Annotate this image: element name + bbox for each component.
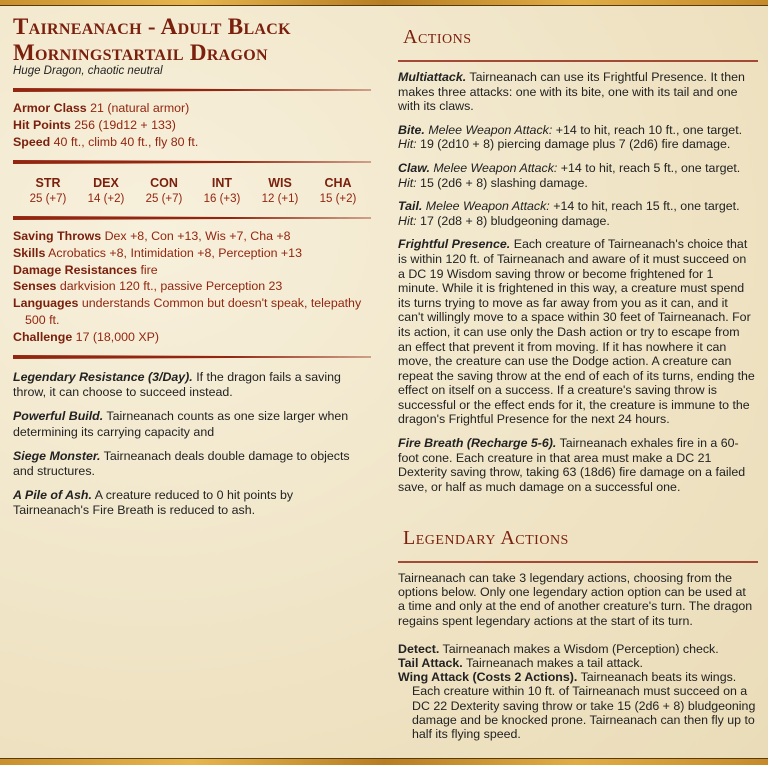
action: Claw. Melee Weapon Attack: +14 to hit, reach 5 ft., one target. Hit: 15 (2d6 + 8) slashing damage.: [398, 160, 741, 190]
basic-stats: [13, 100, 373, 150]
ability-con: CON 25 (+7): [145, 176, 183, 205]
legendary-action: Detect. Tairneanach makes a Wisdom (Perception) check.: [398, 641, 719, 656]
ability-cha: CHA 15 (+2): [319, 176, 357, 205]
trait: Siege Monster. Tairneanach deals double damage to objects and structures.: [13, 448, 350, 479]
action: Frightful Presence. Each creature of Tairneanach's choice that is within 120 ft. of Tairneanach and aware of it must succeed on a DC 19 Wisdom saving throw or become frightened for 1 minute. While it is frightened in this way, a creature must spend its turns trying to move as far away from you as it can, and it can't willingly move to a space within 30 feet of Tairneanach. For its action, it can use only the Dash action or try to escape from an effect that prevent it from moving. If it has nowhere it can move, the creature can use the Dodge action. A creature can repeat the saving throw at the end of each of its turns, ending the effect on itself on a success. If a creature's saving throw is successful or the effect ends for it, the creature is immune to the dragon's Frightful Presence for the next 24 hours.: [398, 237, 755, 427]
actions-heading: Actions: [403, 26, 472, 48]
properties: [13, 228, 373, 346]
trait: Legendary Resistance (3/Day). If the dragon fails a saving throw, it can choose to succeed instead.: [13, 370, 341, 400]
senses: Senses darkvision 120 ft., passive Perception 23: [13, 279, 283, 294]
divider: [13, 88, 371, 92]
trait: A Pile of Ash. A creature reduced to 0 hit points by Tairneanach's Fire Breath is reduced to ash.: [13, 488, 294, 518]
damage-resistances: Damage Resistances fire: [13, 262, 158, 277]
gold-border-top: [0, 0, 768, 6]
divider: [398, 60, 758, 62]
action: Bite. Melee Weapon Attack: +14 to hit, reach 10 ft., one target. Hit: 19 (2d10 + 8) piercing damage plus 7 (2d6) fire damage.: [398, 122, 743, 152]
ability-wis: WIS 12 (+1): [261, 176, 299, 205]
legendary-intro: Tairneanach can take 3 legendary actions, choosing from the options below. Only one legendary action option can be used at a time and only at the end of another creature's turn. The dragon regains spent legendary actions at the start of its turn.: [398, 571, 753, 628]
divider: [13, 355, 371, 359]
monster-type: Huge Dragon, chaotic neutral: [13, 65, 163, 77]
skills: Skills Acrobatics +8, Intimidation +8, Perception +13: [13, 245, 302, 260]
ability-int: INT 16 (+3): [203, 176, 241, 205]
legendary-actions-list: [398, 571, 756, 741]
action: Multiattack. Tairneanach can use its Frightful Presence. It then makes three attacks: one with its bite, one with its tail and one with its claws.: [398, 70, 745, 114]
trait: Powerful Build. Tairneanach counts as one size larger when determining its carrying capacity and: [13, 409, 349, 439]
legendary-action: Wing Attack (Costs 2 Actions). Tairneanach beats its wings. Each creature within 10 ft. of Tairneanach must succeed on a DC 22 Dexterity saving throw or take 15 (2d6 + 8) bludgeoning damage and be knocked prone. Tairneanach can then fly up to half its flying speed.: [398, 670, 756, 742]
speed: Speed 40 ft., climb 40 ft., fly 80 ft.: [13, 134, 199, 149]
action: Tail. Melee Weapon Attack: +14 to hit, reach 15 ft., one target. Hit: 17 (2d8 + 8) bludgeoning damage.: [398, 199, 740, 228]
divider: [398, 561, 758, 563]
action: Fire Breath (Recharge 5-6). Tairneanach exhales fire in a 60-foot cone. Each creature in that area must make a DC 21 Dexterity saving throw, taking 63 (18d6) fire damage on a failed save, or half as much damage on a successful one.: [398, 436, 746, 494]
challenge: Challenge 17 (18,000 XP): [13, 329, 160, 344]
ability-dex: DEX 14 (+2): [87, 176, 125, 205]
hit-points: Hit Points 256 (19d12 + 133): [13, 117, 176, 132]
divider: [13, 216, 371, 220]
gold-border-bottom: [0, 758, 768, 765]
divider: [13, 160, 371, 164]
monster-name: Tairneanach - Adult Black Morningstartail Dragon: [13, 14, 291, 65]
traits: [13, 370, 353, 528]
ability-scores: [13, 175, 373, 207]
legendary-actions-heading: Legendary Actions: [403, 527, 569, 549]
languages: Languages understands Common but doesn't speak, telepathy 500 ft.: [13, 296, 362, 327]
armor-class: Armor Class 21 (natural armor): [13, 101, 190, 115]
saving-throws: Saving Throws Dex +8, Con +13, Wis +7, Cha +8: [13, 229, 291, 243]
ability-str: STR 25 (+7): [29, 176, 67, 205]
actions-list: [398, 70, 756, 503]
legendary-action: Tail Attack. Tairneanach makes a tail attack.: [398, 656, 643, 671]
